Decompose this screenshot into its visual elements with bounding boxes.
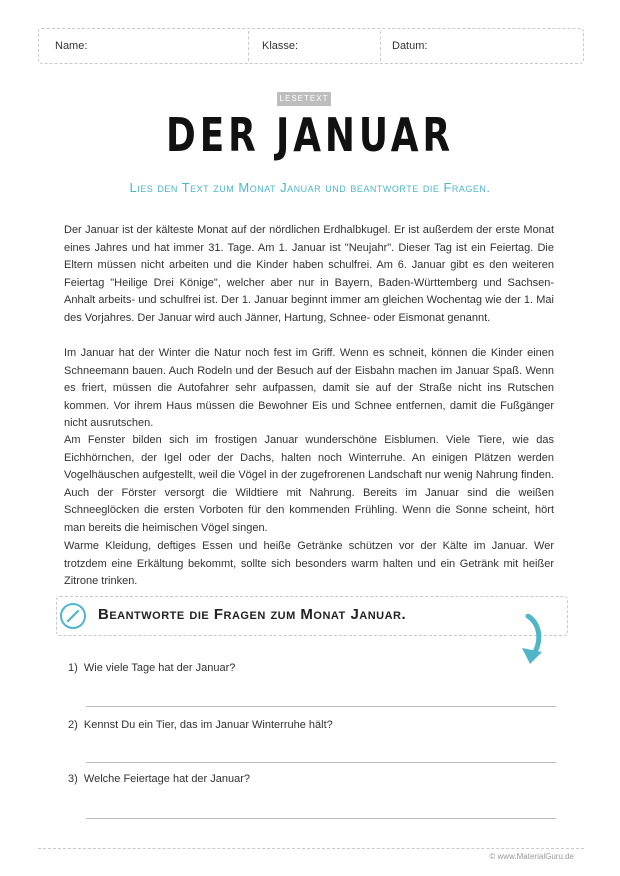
question-2 [68,719,333,731]
date-label: Datum: [392,40,428,52]
question-text: Wie viele Tage hat der Januar? [83,662,236,674]
lesetext-badge: LESETEXT [277,92,331,106]
question-number: 1) [68,662,78,674]
question-number: 2) [68,719,78,731]
question-text: Kennst Du ein Tier, das im Januar Winterruhe hält? [83,719,333,731]
paragraph-3: Am Fenster bilden sich im frostigen Januar wunderschöne Eisblumen. Viele Tiere, wie das Eichhörnchen, der Igel oder der Dachs, halten noch Winterruhe. An einigen Plätzen werden Vogelhäuschen aufgestellt, weil die Vögel in der zugefrorenen Landschaft nur wenig Nahrung finden. Auch der Förster versorgt die Wildtiere mit Nahrung. Bereits im Januar sind die weißen Schneeglöcken die ersten Vorboten für den kommenden Frühling. Wenn die Sonne scheint, hört man bereits die heimischen Vögel singen. [64,434,554,534]
question-3 [68,773,250,785]
question-text: Welche Feiertage hat der Januar? [83,773,251,785]
footer-divider [38,848,584,849]
pencil-icon [60,603,86,629]
questions-heading: Beantworte die Fragen zum Monat Januar. [98,606,407,623]
question-number: 3) [68,773,78,785]
page-title: DER JANUAR [166,108,454,162]
paragraph-4: Warme Kleidung, deftiges Essen und heiße Getränke schützen vor der Kälte im Januar. Wer trotzdem eine Erkältung bekommt, sollte sich besonders warm halten und ein Getränk mit heißer Zitrone trinken. [64,540,554,587]
paragraph-2: Im Januar hat der Winter die Natur noch fest im Griff. Wenn es schneit, können die Kinder einen Schneemann bauen. Auch Rodeln und der Besuch auf der Eisbahn machen im Januar Spaß. Wenn es friert, müssen die Autofahrer sehr aufpassen, damit sie auf der Straße nicht ins Rutschen kommen. Vor ihrem Haus müssen die Bewohner Eis und Schnee entfernen, damit die Fußgänger nicht ausrutschen. [64,347,554,429]
header-box [38,28,584,64]
answer-line-1[interactable] [86,706,556,707]
question-1 [68,662,235,674]
class-label: Klasse: [262,40,299,52]
name-label: Name: [55,40,88,52]
answer-line-3[interactable] [86,818,556,819]
page-subtitle: Lies den Text zum Monat Januar und beantworte die Fragen. [129,180,491,195]
header-divider [248,31,249,61]
header-divider [380,31,381,61]
footer-copyright: © www.MaterialGuru.de [489,852,574,861]
curved-arrow-icon [514,614,552,666]
answer-line-2[interactable] [86,762,556,763]
paragraph-1: Der Januar ist der kälteste Monat auf der nördlichen Erdhalbkugel. Er ist außerdem der erste Monat eines Jahres und hat immer 31. Tage. Am 1. Januar ist "Neujahr". Dieser Tag ist ein Feiertag. Die Eltern müssen nicht arbeiten und die Kinder haben schulfrei. Am 6. Januar gibt es den weiteren Feiertag "Heilige Drei Könige", welcher aber nur in Bayern, Baden-Württemberg und Sachsen-Anhalt arbeits- und schulfrei ist. Der 1. Januar beginnt immer am gleichen Wochentag wie der 1. Mai des Vorjahres. Der Januar wird auch Jänner, Hartung, Schnee- oder Eismonat genannt. [64,224,554,324]
